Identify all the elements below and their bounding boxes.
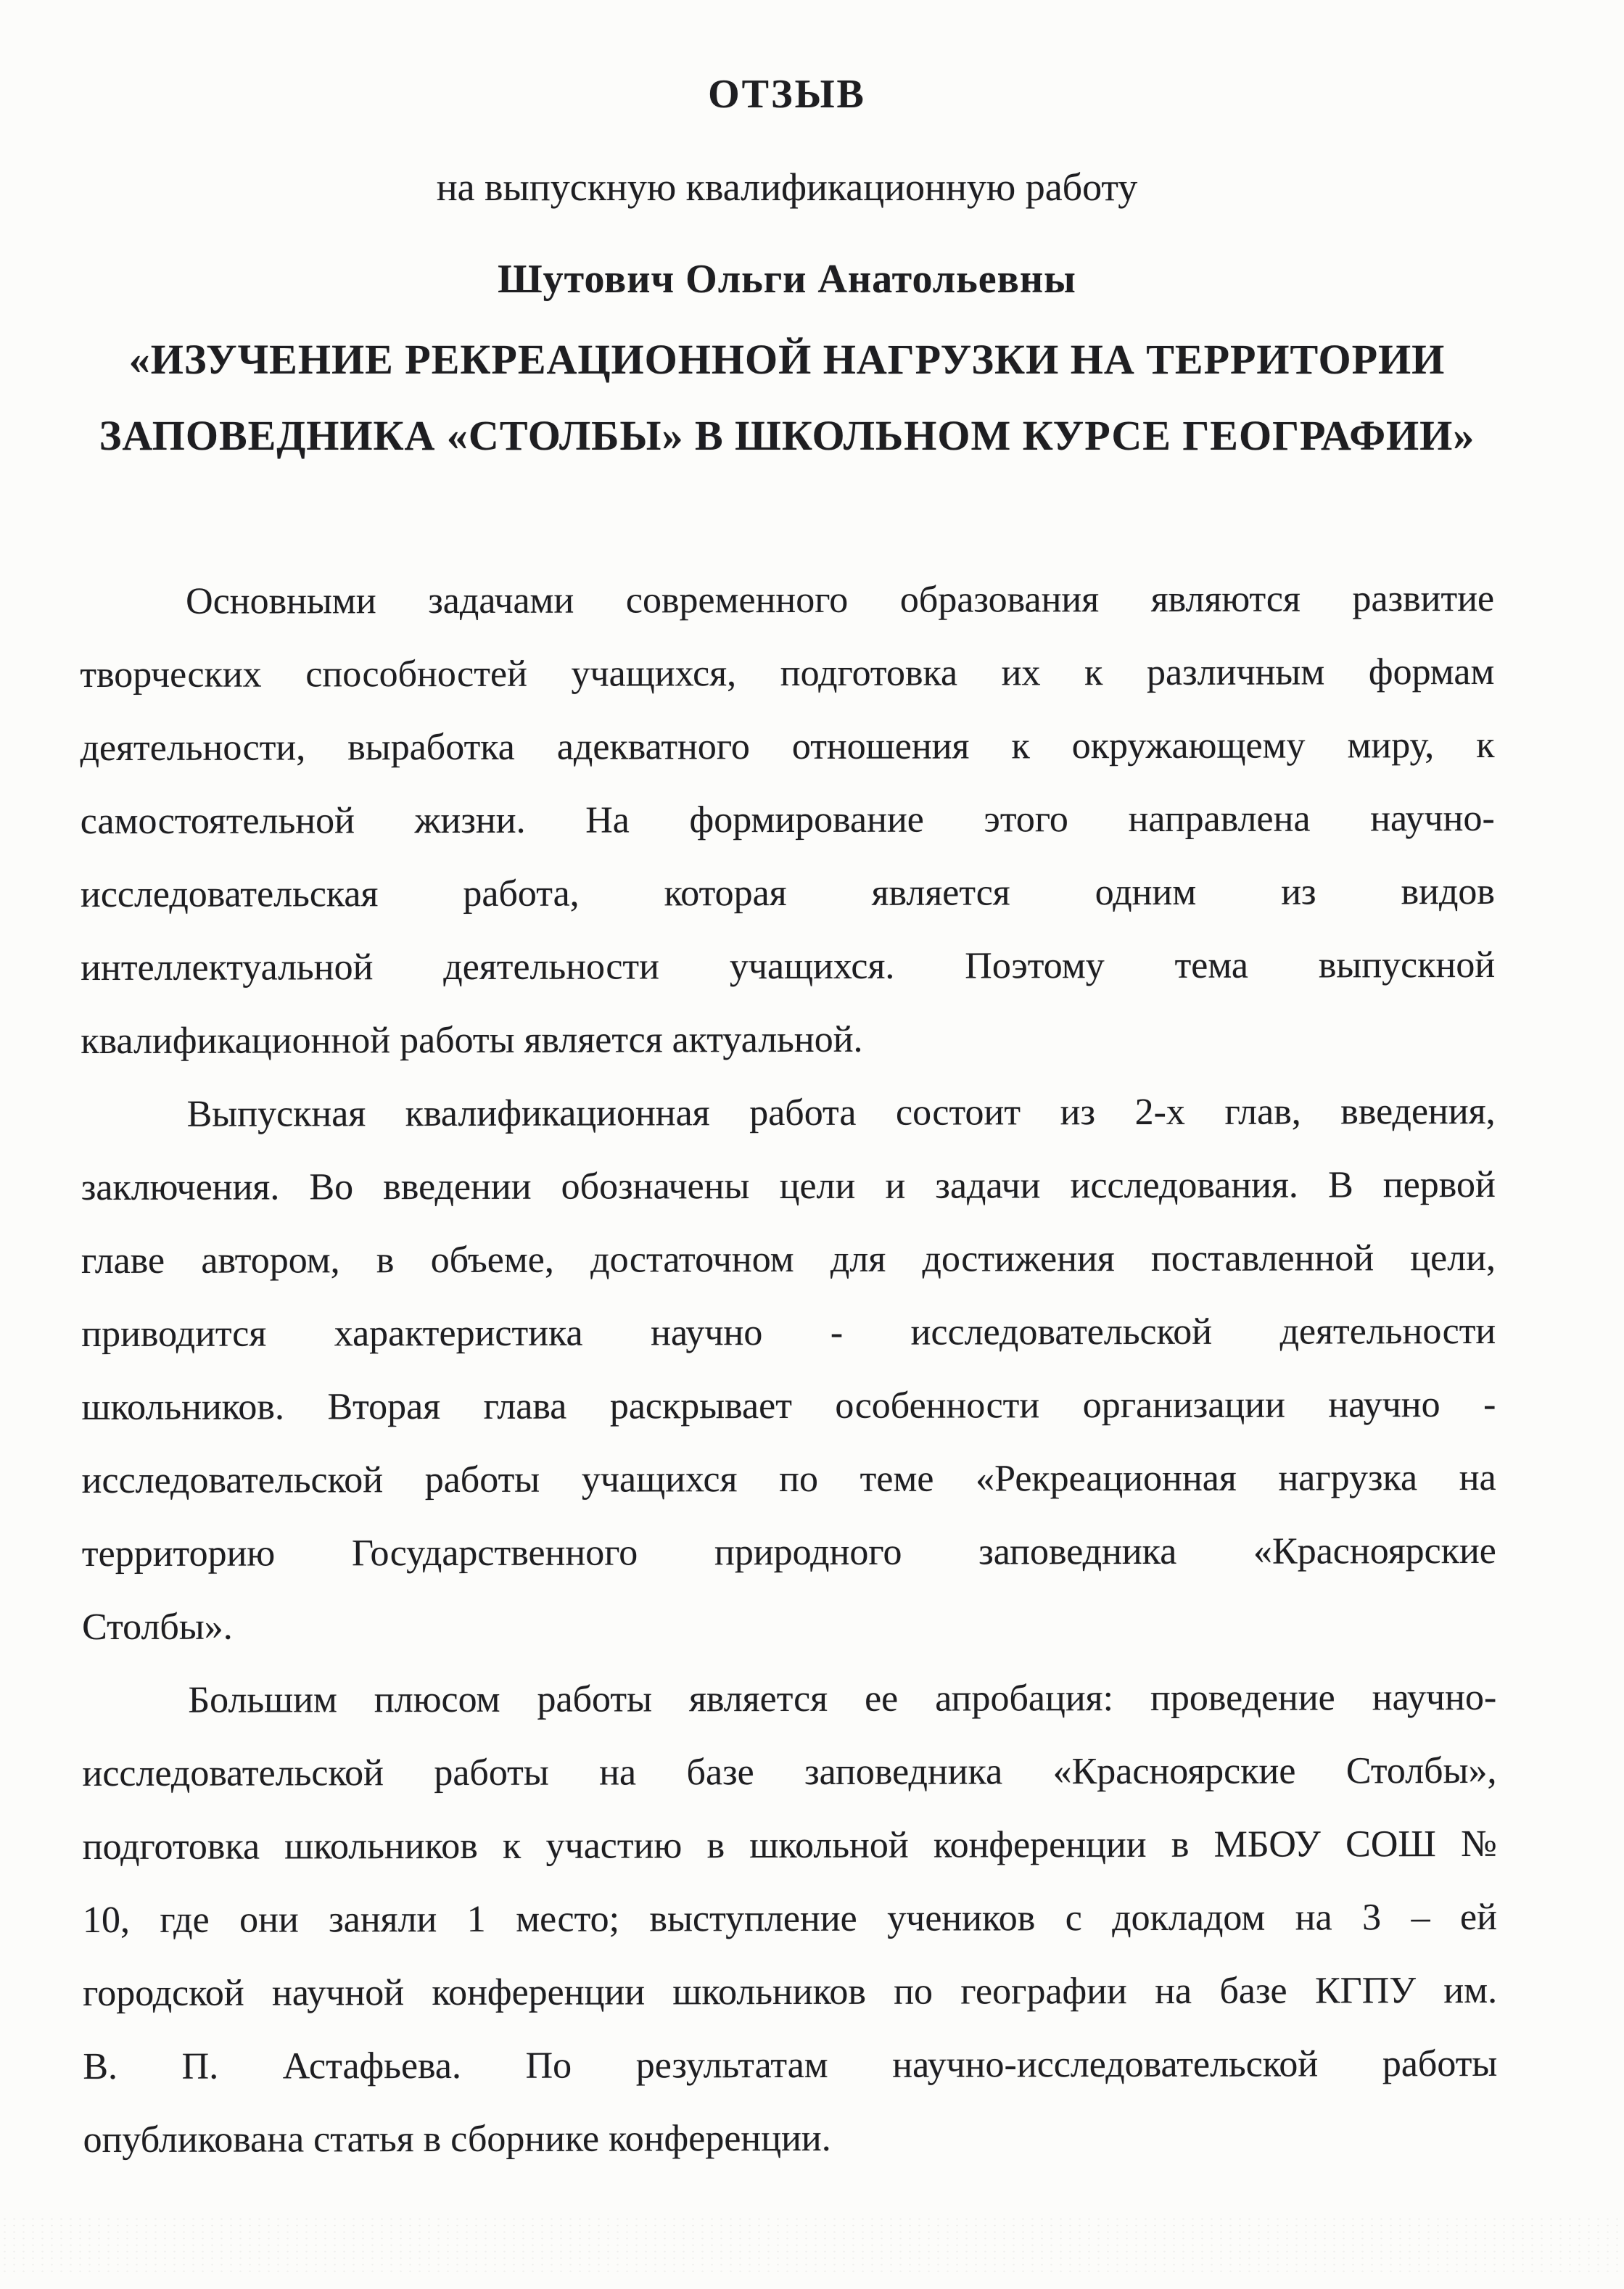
text-line: исследовательской работы на базе заповедника «Красноярские Столбы», — [82, 1749, 1497, 1795]
text-line: 10, где они заняли 1 место; выступление учеников с докладом на 3 – ей — [82, 1896, 1497, 1942]
text-line: Большим плюсом работы является ее апробация: проведение научно- — [188, 1676, 1497, 1721]
text-line: интеллектуальной деятельности учащихся. Поэтому тема выпускной — [81, 944, 1496, 989]
text-line: Столбы». — [82, 1606, 233, 1649]
text-line: исследовательская работа, которая является одним из видов — [80, 870, 1496, 916]
paragraph — [82, 1661, 1497, 2177]
text-line: Основными задачами современного образования являются развитие — [186, 577, 1495, 622]
document-body — [80, 562, 1498, 2177]
text-line: школьников. Вторая глава раскрывает особенности организации научно - — [81, 1383, 1496, 1429]
text-line: самостоятельной жизни. На формирование этого направлена научно- — [80, 797, 1495, 843]
paragraph — [80, 562, 1495, 1078]
text-line: приводится характеристика научно - исследовательской деятельности — [81, 1310, 1496, 1356]
text-line: главе автором, в объеме, достаточном для достижения поставленной цели, — [81, 1237, 1496, 1282]
work-title-line: «ИЗУЧЕНИЕ РЕКРЕАЦИОННОЙ НАГРУЗКИ НА ТЕРРИТОРИИ — [128, 336, 1446, 383]
text-line: квалификационной работы является актуальной. — [81, 1018, 863, 1063]
text-line: исследовательской работы учащихся по теме «Рекреационная нагрузка на — [81, 1456, 1496, 1502]
work-title-line: ЗАПОВЕДНИКА «СТОЛБЫ» В ШКОЛЬНОМ КУРСЕ ГЕОГРАФИИ» — [99, 412, 1475, 459]
scanner-noise-band — [0, 2216, 1624, 2272]
text-line: заключения. Во введении обозначены цели и задачи исследования. В первой — [81, 1163, 1496, 1209]
text-line: Выпускная квалификационная работа состоит из 2-х глав, введения, — [186, 1090, 1496, 1135]
document-type-heading: ОТЗЫВ — [708, 72, 866, 117]
text-line: территорию Государственного природного заповедника «Красноярские — [81, 1530, 1496, 1575]
document-subtitle: на выпускную квалификационную работу — [436, 165, 1138, 209]
text-line: В. П. Астафьева. По результатам научно-исследовательской работы — [83, 2042, 1498, 2088]
text-line: опубликована статья в сборнике конференции. — [83, 2117, 831, 2161]
text-line: городской научной конференции школьников по географии на базе КГПУ им. — [83, 1969, 1498, 2015]
text-line: творческих способностей учащихся, подготовка их к различным формам — [80, 651, 1495, 696]
text-line: подготовка школьников к участию в школьной конференции в МБОУ СОШ № — [82, 1823, 1497, 1868]
paragraph — [81, 1075, 1496, 1664]
work-title — [80, 321, 1494, 474]
thesis-author-name: Шутович Ольги Анатольевны — [498, 257, 1076, 302]
text-line: деятельности, выработка адекватного отношения к окружающему миру, к — [80, 724, 1495, 770]
